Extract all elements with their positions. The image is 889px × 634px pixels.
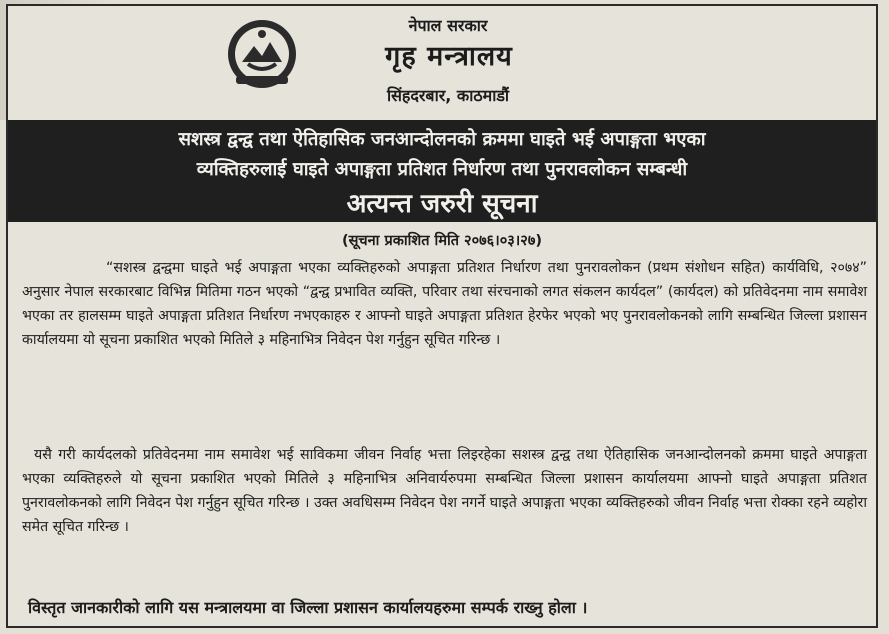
government-name: नेपाल सरकार <box>408 16 488 35</box>
nepal-government-emblem-icon <box>224 16 300 92</box>
ministry-title: गृह मन्त्रालय <box>385 41 513 72</box>
notice-banner <box>8 120 876 222</box>
contact-footer: विस्तृत जानकारीको लागि यस मन्त्रालयमा वा जिल्ला प्रशासन कार्यालयहरुमा सम्पर्क राख्नु होला । <box>28 598 588 617</box>
banner-line-1: सशस्त्र द्वन्द्व तथा ऐतिहासिक जनआन्दोलनको क्रममा घाइते भई अपाङ्गता भएका <box>178 129 706 150</box>
notice-header <box>8 6 876 122</box>
notice-paragraph: “सशस्त्र द्वन्द्वमा घाइते भई अपाङ्गता भएका व्यक्तिहरुको अपाङ्गता प्रतिशत निर्धारण तथा पुनरावलोकन (प्रथम संशोधन सहित) कार्यविधि, २०७४” अनुसार नेपाल सरकारबाट विभिन्न मितिमा गठन भएको “द्वन्द्व प्रभावित व्यक्ति, परिवार तथा संरचनाको लगत संकलन कार्यदल” (कार्यदल) को प्रतिवेदनमा नाम समावेश भएका तर हालसम्म घाइते अपाङ्गता प्रतिशत निर्धारण नभएकाहरु र आफ्नो घाइते अपाङ्गता प्रतिशत हेरफेर भएको भए पुनरावलोकनको लागि सम्बन्धित जिल्ला प्रशासन कार्यालयमा यो सूचना प्रकाशित भएको मितिले ३ महिनाभित्र निवेदन पेश गर्नुहुन सूचित गरिन्छ । <box>22 260 867 348</box>
notice-box <box>6 4 878 628</box>
banner-line-2: व्यक्तिहरुलाई घाइते अपाङ्गता प्रतिशत निर्धारण तथा पुनरावलोकन सम्बन्धी <box>196 159 688 180</box>
ministry-location: सिंहदरबार, काठमाडौं <box>386 86 510 105</box>
publication-date: (सूचना प्रकाशित मिति २०७६।०३।२७) <box>342 233 542 249</box>
notice-paragraph: यसै गरी कार्यदलको प्रतिवेदनमा नाम समावेश भई साविकमा जीवन निर्वाह भत्ता लिइरहेका सशस्त्र द्वन्द्व तथा ऐतिहासिक जनआन्दोलनको क्रममा घाइते अपाङ्गता भएका व्यक्तिहरुले यो सूचना प्रकाशित भएको मितिले ३ महिनाभित्र अनिवार्यरुपमा सम्बन्धित जिल्ला प्रशासन कार्यालयमा आफ्नो घाइते अपाङ्गता प्रतिशत पुनरावलोकनको लागि निवेदन पेश गर्नुहुन सूचित गरिन्छ । उक्त अवधिसम्म निवेदन पेश नगर्ने घाइते अपाङ्गता भएका व्यक्तिहरुको जीवन निर्वाह भत्ता रोक्का रहने व्यहोरा समेत सूचित गरिन्छ । <box>22 447 867 535</box>
banner-headline: अत्यन्त जरुरी सूचना <box>346 189 538 219</box>
